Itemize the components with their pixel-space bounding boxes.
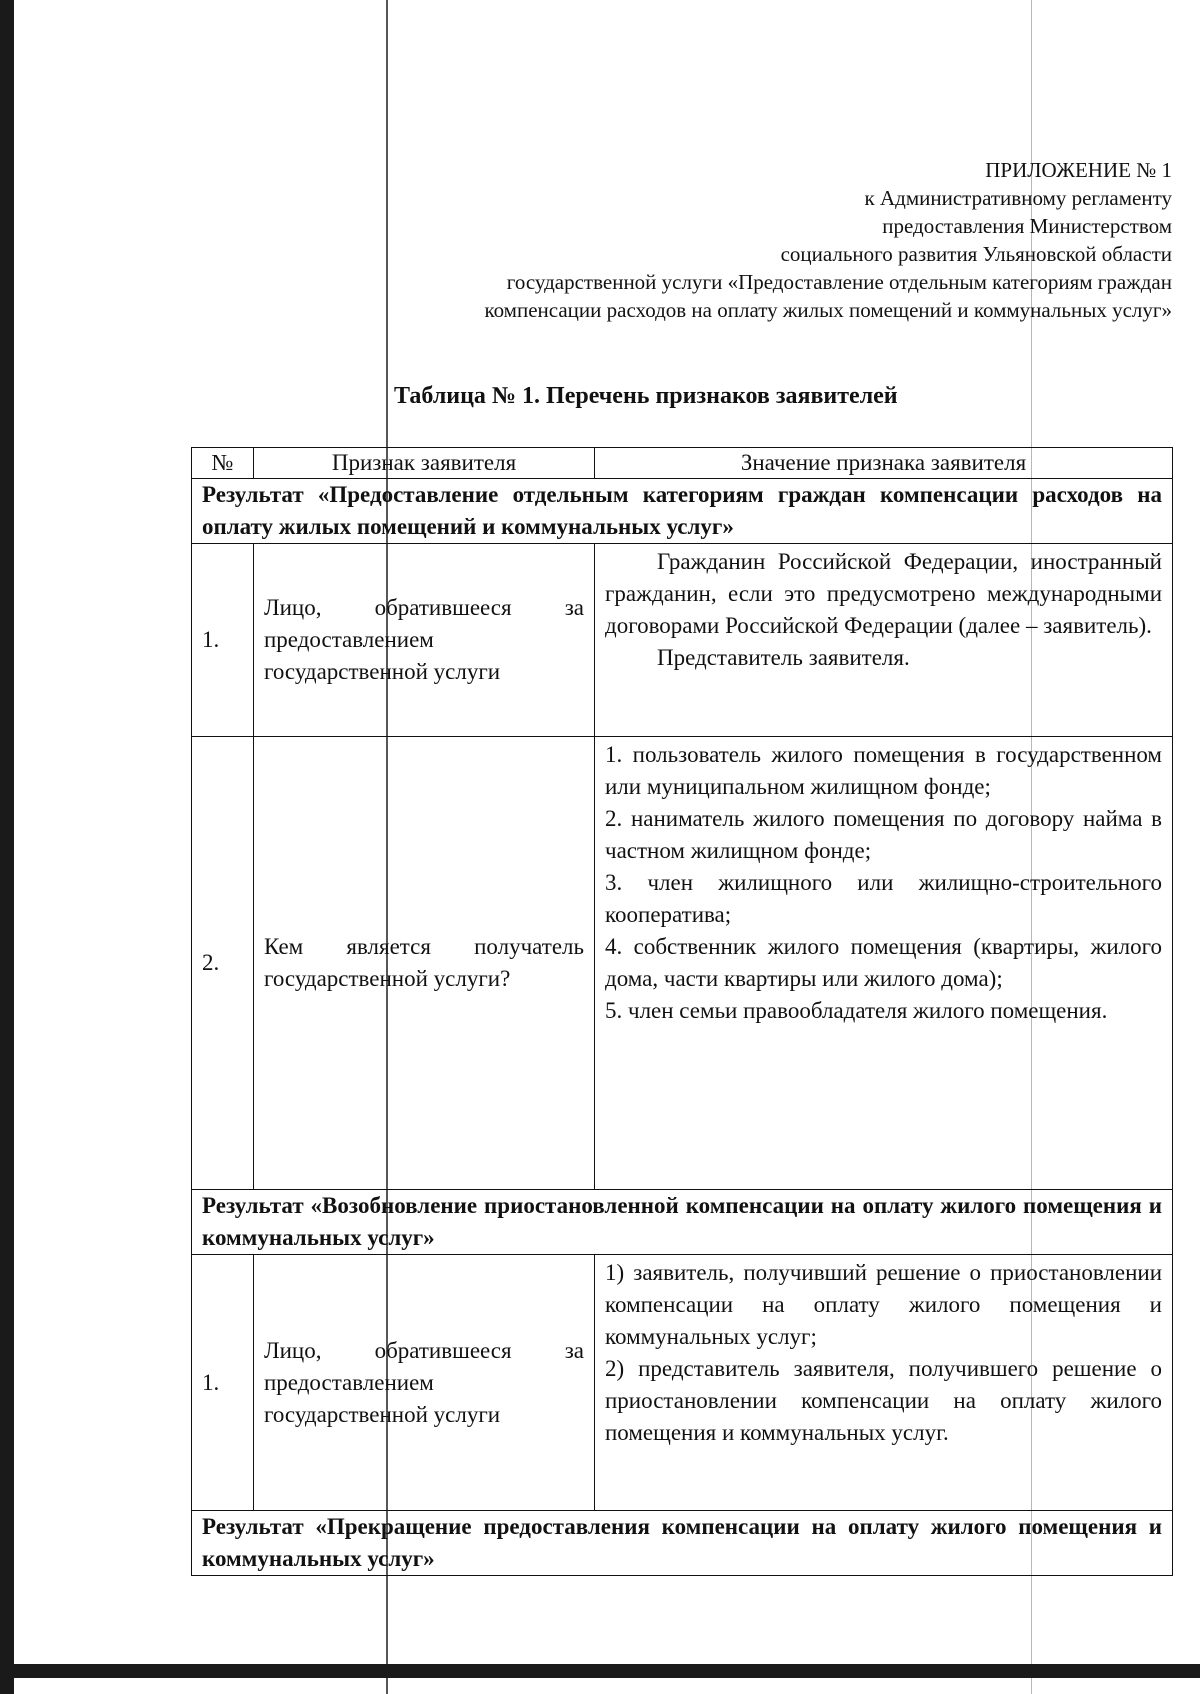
table-title: Таблица № 1. Перечень признаков заявителей (394, 383, 898, 409)
scan-left-edge (0, 0, 14, 1694)
value-line: Гражданин Российской Федерации, иностранный гражданин, если это предусмотрено международными договорами Российской Федерации (далее – заявитель). (605, 549, 1162, 638)
appendix-line: компенсации расходов на оплату жилых помещений и коммунальных услуг» (484, 298, 1172, 322)
row-number: 2. (192, 737, 254, 1190)
row-value (595, 1255, 1173, 1511)
result-row (192, 1190, 1173, 1255)
appendix-line: государственной услуги «Предоставление отдельным категориям граждан (506, 270, 1172, 294)
value-line: 1. пользователь жилого помещения в государственном или муниципальном жилищном фонде; (605, 742, 1162, 799)
appendix-line: ПРИЛОЖЕНИЕ № 1 (985, 158, 1172, 182)
scan-bottom-edge (0, 1664, 1200, 1678)
row-number: 1. (192, 544, 254, 737)
value-line: Представитель заявителя. (657, 645, 910, 670)
value-line: 2) представитель заявителя, получившего решение о приостановлении компенсации на оплату жилого помещения и коммунальных услуг. (605, 1356, 1162, 1445)
value-line: 2. наниматель жилого помещения по договору найма в частном жилищном фонде; (605, 806, 1162, 863)
applicants-table (191, 447, 1173, 1576)
result-title: Результат «Предоставление отдельным категориям граждан компенсации расходов на оплату жилых помещений и коммунальных услуг» (192, 479, 1173, 544)
result-title: Результат «Возобновление приостановленной компенсации на оплату жилого помещения и коммунальных услуг» (192, 1190, 1173, 1255)
value-line: 1) заявитель, получивший решение о приостановлении компенсации на оплату жилого помещения и коммунальных услуг; (605, 1260, 1162, 1349)
row-value (595, 544, 1173, 737)
table-row (192, 1255, 1173, 1511)
result-row (192, 1511, 1173, 1576)
value-line: 3. член жилищного или жилищно-строительного кооператива; (605, 870, 1162, 927)
value-line: 4. собственник жилого помещения (квартиры, жилого дома, части квартиры или жилого дома); (605, 934, 1162, 991)
table-row (192, 737, 1173, 1190)
row-sign: Лицо, обратившееся за предоставлением государственной услуги (254, 544, 595, 737)
value-line: 5. член семьи правообладателя жилого помещения. (605, 998, 1108, 1023)
appendix-line: социального развития Ульяновской области (780, 242, 1172, 266)
row-value (595, 737, 1173, 1190)
appendix-line: предоставления Министерством (882, 214, 1172, 238)
result-title: Результат «Прекращение предоставления компенсации на оплату жилого помещения и коммунальных услуг» (192, 1511, 1173, 1576)
column-header-sign: Признак заявителя (254, 448, 595, 479)
column-header-value: Значение признака заявителя (595, 448, 1173, 479)
table-header-row (192, 448, 1173, 479)
appendix-header (272, 156, 1172, 324)
row-number: 1. (192, 1255, 254, 1511)
appendix-line: к Административному регламенту (864, 186, 1172, 210)
result-row (192, 479, 1173, 544)
row-sign: Кем является получатель государственной услуги? (254, 737, 595, 1190)
column-header-number: № (192, 448, 254, 479)
row-sign: Лицо, обратившееся за предоставлением государственной услуги (254, 1255, 595, 1511)
table-row (192, 544, 1173, 737)
